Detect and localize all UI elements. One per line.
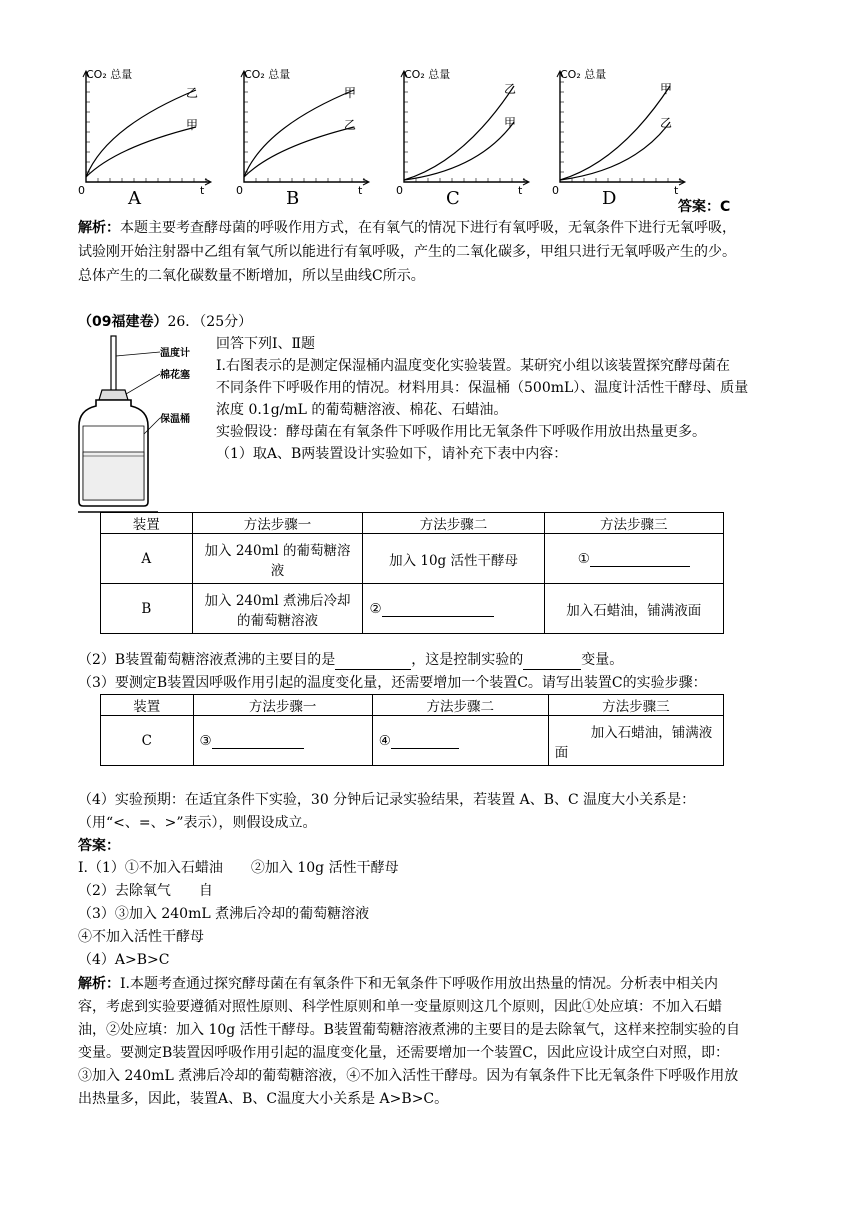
q-part-4-line-1: （4）实验预期：在适宜条件下实验，30 分钟后记录实验结果，若装置 A、B、C 温度大小关系是：: [78, 792, 696, 808]
cell-device: A: [101, 534, 193, 584]
q-p5: （1）取A、B两装置设计实验如下，请补充下表中内容：: [216, 446, 568, 462]
upper-curve-label: 乙: [504, 82, 517, 96]
answer-blank[interactable]: [382, 616, 494, 617]
cell-device: C: [101, 716, 194, 766]
table-header: 方法步骤三: [544, 513, 723, 534]
table-2: [100, 694, 724, 766]
analysis-text: Ⅰ.本题考查通过探究酵母菌在有氧条件下和无氧条件下呼吸作用放出热量的情况。分析表中相关内: [120, 976, 718, 992]
analysis-1-line-3: 总体产生的二氧化碳数量不断增加，所以呈曲线C所示。: [78, 268, 425, 284]
origin-label: 0: [236, 184, 243, 197]
x-axis-label: t: [358, 184, 363, 197]
co2-graph-c: [396, 64, 546, 214]
analysis-2-line-1: [78, 974, 718, 994]
analysis-label: 解析：: [78, 220, 120, 236]
answer-blank[interactable]: [523, 653, 581, 670]
analysis-label: 解析：: [78, 976, 120, 992]
analysis-2-line: 变量。要测定B装置因呼吸作用引起的温度变化量，还需要增加一个装置C，因此应设计成空白对照，即：: [78, 1045, 729, 1061]
graph-letter: C: [446, 188, 460, 209]
q-p2: 不同条件下呼吸作用的情况。材料用具：保温桶（500mL）、温度计活性干酵母、质量: [216, 380, 749, 396]
q-part-2: [78, 650, 623, 670]
table-row: [101, 584, 724, 634]
blank-marker: ②: [369, 600, 382, 617]
cell-step2: [372, 716, 548, 766]
analysis-1-line-1: [78, 218, 736, 238]
answer-blank[interactable]: [212, 748, 304, 749]
y-axis-label: CO₂ 总量: [404, 68, 451, 81]
x-axis-label: t: [518, 184, 523, 197]
y-axis-label: CO₂ 总量: [560, 68, 607, 81]
answer-2-label: 答案：: [78, 838, 120, 854]
cell-step1: [192, 534, 363, 584]
analysis-2-line: 容，考虑到实验要遵循对照性原则、科学性原则和单一变量原则这几个原则，因此①处应填：不加入石蜡: [78, 999, 722, 1015]
answer-2-line: （4）A>B>C: [78, 952, 170, 968]
graph-svg: [552, 64, 702, 214]
fig-label-thermometer: 温度计: [160, 348, 190, 359]
answer-1: 答案：C: [678, 199, 731, 215]
answer-blank[interactable]: [391, 748, 459, 749]
question-header: [78, 312, 252, 332]
analysis-2-line: 油，②处应填：加入 10g 活性干酵母。B装置葡萄糖溶液煮沸的主要目的是去除氧气，这样来控制实验的自: [78, 1022, 740, 1038]
q-p3: 浓度 0.1g/mL 的葡萄糖溶液、棉花、石蜡油。: [216, 402, 508, 418]
lower-curve: [404, 122, 514, 180]
cell-step2: 加入 10g 活性干酵母: [363, 534, 544, 584]
question-number: 26．（25分）: [167, 314, 253, 330]
blank-marker: ③: [199, 732, 212, 749]
cell-text: 液: [270, 562, 285, 579]
answer-2-line: （3）③加入 240mL 煮沸后冷却的葡萄糖溶液: [78, 906, 370, 922]
table-header: 装置: [101, 695, 194, 716]
x-axis-label: t: [674, 184, 679, 197]
table-header: 方法步骤二: [363, 513, 544, 534]
lower-curve-label: 乙: [660, 116, 673, 130]
co2-graph-d: [552, 64, 702, 214]
lower-curve-label: 甲: [504, 116, 517, 130]
blank-marker: ①: [577, 550, 590, 567]
y-axis-label: CO₂ 总量: [244, 68, 291, 81]
q-part-4-line-2: （用“<、=、>”表示），则假设成立。: [78, 815, 317, 831]
answer-2-line: Ⅰ.（1）①不加入石蜡油 ②加入 10g 活性干酵母: [78, 860, 399, 876]
lower-curve: [86, 127, 196, 177]
cell-step3: [544, 534, 723, 584]
cell-text: 加入 240ml 煮沸后冷却: [204, 592, 351, 609]
origin-label: 0: [396, 184, 403, 197]
upper-curve-label: 甲: [344, 86, 357, 100]
x-axis-label: t: [200, 184, 205, 197]
cell-step3: 加入石蜡油，铺满液面: [544, 584, 723, 634]
table-header: 方法步骤一: [192, 513, 363, 534]
cell-step2: [363, 584, 544, 634]
answer-blank[interactable]: [335, 653, 411, 670]
q-intro: 回答下列Ⅰ、Ⅱ题: [216, 336, 316, 352]
fig-label-bucket: 保温桶: [160, 414, 190, 425]
cell-step1: [192, 584, 363, 634]
cell-text: 加入石蜡油，铺满液: [590, 724, 713, 741]
co2-graph-b: [236, 64, 386, 214]
origin-label: 0: [552, 184, 559, 197]
q-part-3: （3）要测定B装置因呼吸作用引起的温度变化量，还需要增加一个装置C。请写出装置C的实验步骤：: [78, 675, 707, 691]
cell-step3: [548, 716, 723, 766]
lower-curve: [244, 127, 354, 177]
table-row: [101, 534, 724, 584]
cell-text: 面: [554, 744, 569, 761]
cell-text: 的葡萄糖溶液: [237, 612, 319, 629]
question-body: [216, 334, 748, 464]
graph-svg: [396, 64, 546, 214]
q-p1: Ⅰ.右图表示的是测定保湿桶内温度变化实验装置。某研究小组以该装置探究酵母菌在: [216, 358, 730, 374]
q-text: （2）B装置葡萄糖溶液煮沸的主要目的是: [78, 652, 336, 668]
lower-curve-label: 乙: [344, 118, 357, 132]
question-source: （09福建卷）: [78, 314, 168, 330]
graph-svg: [78, 64, 228, 214]
cell-step1: [193, 716, 372, 766]
table-header: 方法步骤一: [193, 695, 372, 716]
answer-2-line: ④不加入活性干酵母: [78, 929, 204, 945]
y-axis-label: CO₂ 总量: [86, 68, 133, 81]
apparatus-figure: [78, 334, 206, 514]
analysis-text: 本题主要考查酵母菌的呼吸作用方式，在有氧气的情况下进行有氧呼吸，无氧条件下进行无氧呼吸，: [120, 220, 736, 236]
table-header: 装置: [101, 513, 193, 534]
analysis-2-line: ③加入 240mL 煮沸后冷却的葡萄糖溶液，④不加入活性干酵母。因为有氧条件下比无氧条件下呼吸作用放: [78, 1068, 739, 1084]
upper-curve-label: 乙: [186, 86, 199, 100]
origin-label: 0: [78, 184, 85, 197]
table-1: [100, 512, 724, 634]
table-header: 方法步骤三: [548, 695, 723, 716]
graph-letter: B: [286, 188, 300, 209]
q-text: ，这是控制实验的: [411, 652, 524, 668]
cell-text: 加入 240ml 的葡萄糖溶: [204, 542, 351, 559]
table-row: [101, 716, 724, 766]
table-header: 方法步骤二: [372, 695, 548, 716]
co2-graph-a: [78, 64, 228, 214]
q-text: 变量。: [581, 652, 624, 668]
analysis-1-line-2: 试验刚开始注射器中乙组有氧气所以能进行有氧呼吸，产生的二氧化碳多，甲组只进行无氧呼吸产生的少。: [78, 244, 736, 260]
cell-device: B: [101, 584, 193, 634]
blank-marker: ④: [378, 732, 391, 749]
q-p4: 实验假设：酵母菌在有氧条件下呼吸作用比无氧条件下呼吸作用放出热量更多。: [216, 424, 706, 440]
answer-blank[interactable]: [590, 566, 690, 567]
lower-curve-label: 甲: [186, 118, 199, 132]
lower-curve: [560, 122, 670, 180]
fig-label-cotton: 棉花塞: [160, 370, 190, 381]
graph-letter: D: [602, 188, 617, 209]
upper-curve-label: 甲: [660, 82, 673, 96]
analysis-2-line: 出热量多，因此，装置A、B、C温度大小关系是 A>B>C。: [78, 1091, 449, 1107]
answer-2-line: （2）去除氧气 自: [78, 883, 213, 899]
graph-letter: A: [128, 188, 141, 209]
graph-svg: [236, 64, 386, 214]
